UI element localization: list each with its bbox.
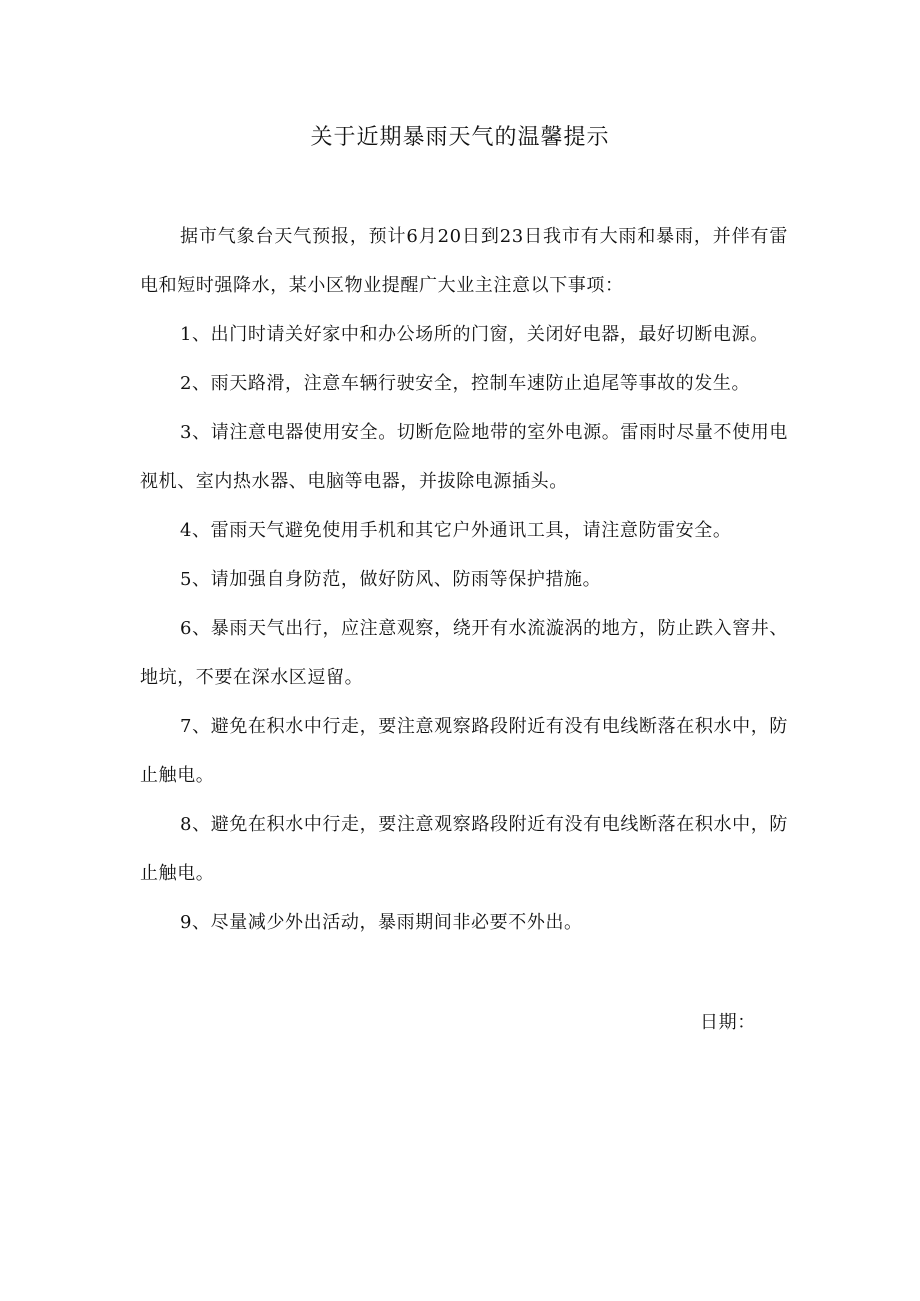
notice-item-3: 3、请注意电器使用安全。切断危险地带的室外电源。雷雨时尽量不使用电视机、室内热水器、电脑等电器，并拔除电源插头。 bbox=[140, 422, 788, 492]
document-title: 关于近期暴雨天气的温馨提示 bbox=[310, 125, 610, 150]
intro-paragraph: 据市气象台天气预报，预计6月20日到23日我市有大雨和暴雨，并伴有雷电和短时强降水，某小区物业提醒广大业主注意以下事项： bbox=[140, 226, 788, 296]
notice-item-8: 8、避免在积水中行走，要注意观察路段附近有没有电线断落在积水中，防止触电。 bbox=[140, 814, 788, 884]
notice-item-2: 2、雨天路滑，注意车辆行驶安全，控制车速防止追尾等事故的发生。 bbox=[180, 373, 751, 394]
notice-item-7: 7、避免在积水中行走，要注意观察路段附近有没有电线断落在积水中，防止触电。 bbox=[140, 716, 788, 786]
date-label: 日期： bbox=[700, 1012, 756, 1033]
notice-item-9: 9、尽量减少外出活动，暴雨期间非必要不外出。 bbox=[180, 912, 583, 933]
document-body bbox=[140, 212, 788, 947]
notice-item-6: 6、暴雨天气出行，应注意观察，绕开有水流漩涡的地方，防止跌入窨井、地坑，不要在深水区逗留。 bbox=[140, 618, 788, 688]
notice-item-1: 1、出门时请关好家中和办公场所的门窗，关闭好电器，最好切断电源。 bbox=[180, 324, 769, 345]
notice-item-4: 4、雷雨天气避免使用手机和其它户外通讯工具，请注意防雷安全。 bbox=[180, 520, 732, 541]
notice-item-5: 5、请加强自身防范，做好防风、防雨等保护措施。 bbox=[180, 569, 602, 590]
